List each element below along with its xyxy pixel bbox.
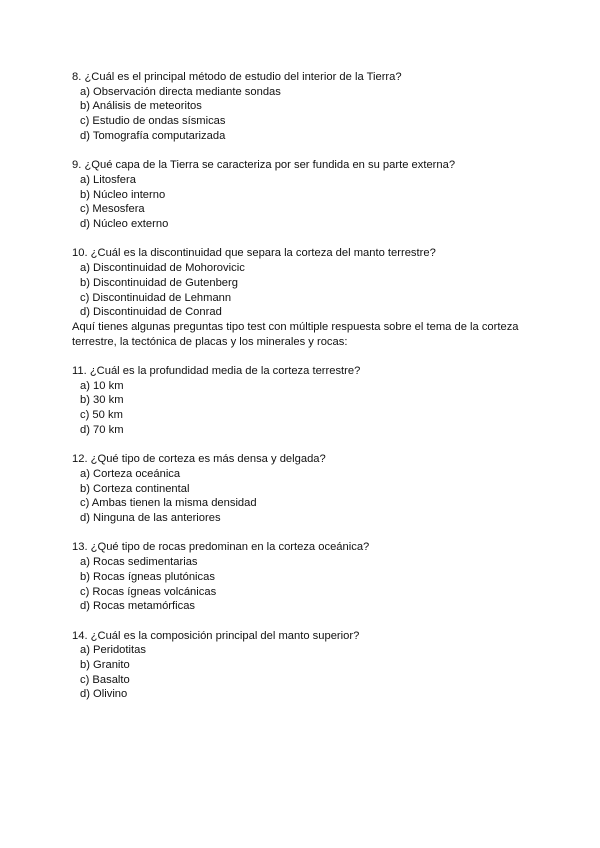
question-13 [72,540,532,614]
answer-option-c: c) Ambas tienen la misma densidad [80,497,257,510]
question-stem: 9. ¿Qué capa de la Tierra se caracteriza por ser fundida en su parte externa? [72,159,456,172]
question-14 [72,629,532,703]
question-11 [72,364,532,438]
question-stem: 14. ¿Cuál es la composición principal del manto superior? [72,629,360,642]
answer-option-d: d) Olivino [80,688,128,701]
answer-option-b: b) Corteza continental [80,482,190,495]
answer-option-d: d) Rocas metamórficas [80,600,196,613]
answer-option-d: d) Núcleo externo [80,218,169,231]
answer-option-a: a) Corteza oceánica [80,467,181,480]
answer-option-b: b) Rocas ígneas plutónicas [80,570,215,583]
question-10 [72,246,532,320]
document-content [72,70,532,717]
answer-option-c: c) Estudio de ondas sísmicas [80,115,226,128]
answer-option-a: a) Observación directa mediante sondas [80,85,281,98]
question-stem: 13. ¿Qué tipo de rocas predominan en la corteza oceánica? [72,541,370,554]
answer-option-a: a) 10 km [80,379,124,392]
question-stem: 12. ¿Qué tipo de corteza es más densa y delgada? [72,453,326,466]
question-stem: 8. ¿Cuál es el principal método de estudio del interior de la Tierra? [72,71,402,83]
question-stem: 11. ¿Cuál es la profundidad media de la corteza terrestre? [72,365,361,378]
answer-option-b: b) Análisis de meteoritos [80,100,202,113]
answer-option-c: c) Basalto [80,673,130,686]
question-8 [72,70,532,144]
answer-option-c: c) 50 km [80,409,123,422]
answer-option-a: a) Discontinuidad de Mohorovicic [80,262,245,275]
answer-option-d: d) Ninguna de las anteriores [80,512,221,525]
answer-option-c: c) Discontinuidad de Lehmann [80,291,232,304]
answer-option-b: b) 30 km [80,394,124,407]
question-9 [72,158,532,232]
answer-option-c: c) Rocas ígneas volcánicas [80,585,217,598]
intro-paragraph: Aquí tienes algunas preguntas tipo test con múltiple respuesta sobre el tema de la corteza terrestre, la tectónica de placas y los minerales y rocas: [72,320,519,348]
answer-option-b: b) Discontinuidad de Gutenberg [80,276,238,289]
answer-option-b: b) Granito [80,659,130,672]
answer-option-d: d) Discontinuidad de Conrad [80,306,222,319]
answer-option-a: a) Rocas sedimentarias [80,556,198,569]
question-stem: 10. ¿Cuál es la discontinuidad que separa la corteza del manto terrestre? [72,247,436,260]
answer-option-b: b) Núcleo interno [80,188,166,201]
answer-option-d: d) Tomografía computarizada [80,129,226,142]
question-12 [72,452,532,526]
answer-option-d: d) 70 km [80,423,124,436]
answer-option-c: c) Mesosfera [80,203,145,216]
answer-option-a: a) Litosfera [80,173,136,186]
answer-option-a: a) Peridotitas [80,644,146,657]
